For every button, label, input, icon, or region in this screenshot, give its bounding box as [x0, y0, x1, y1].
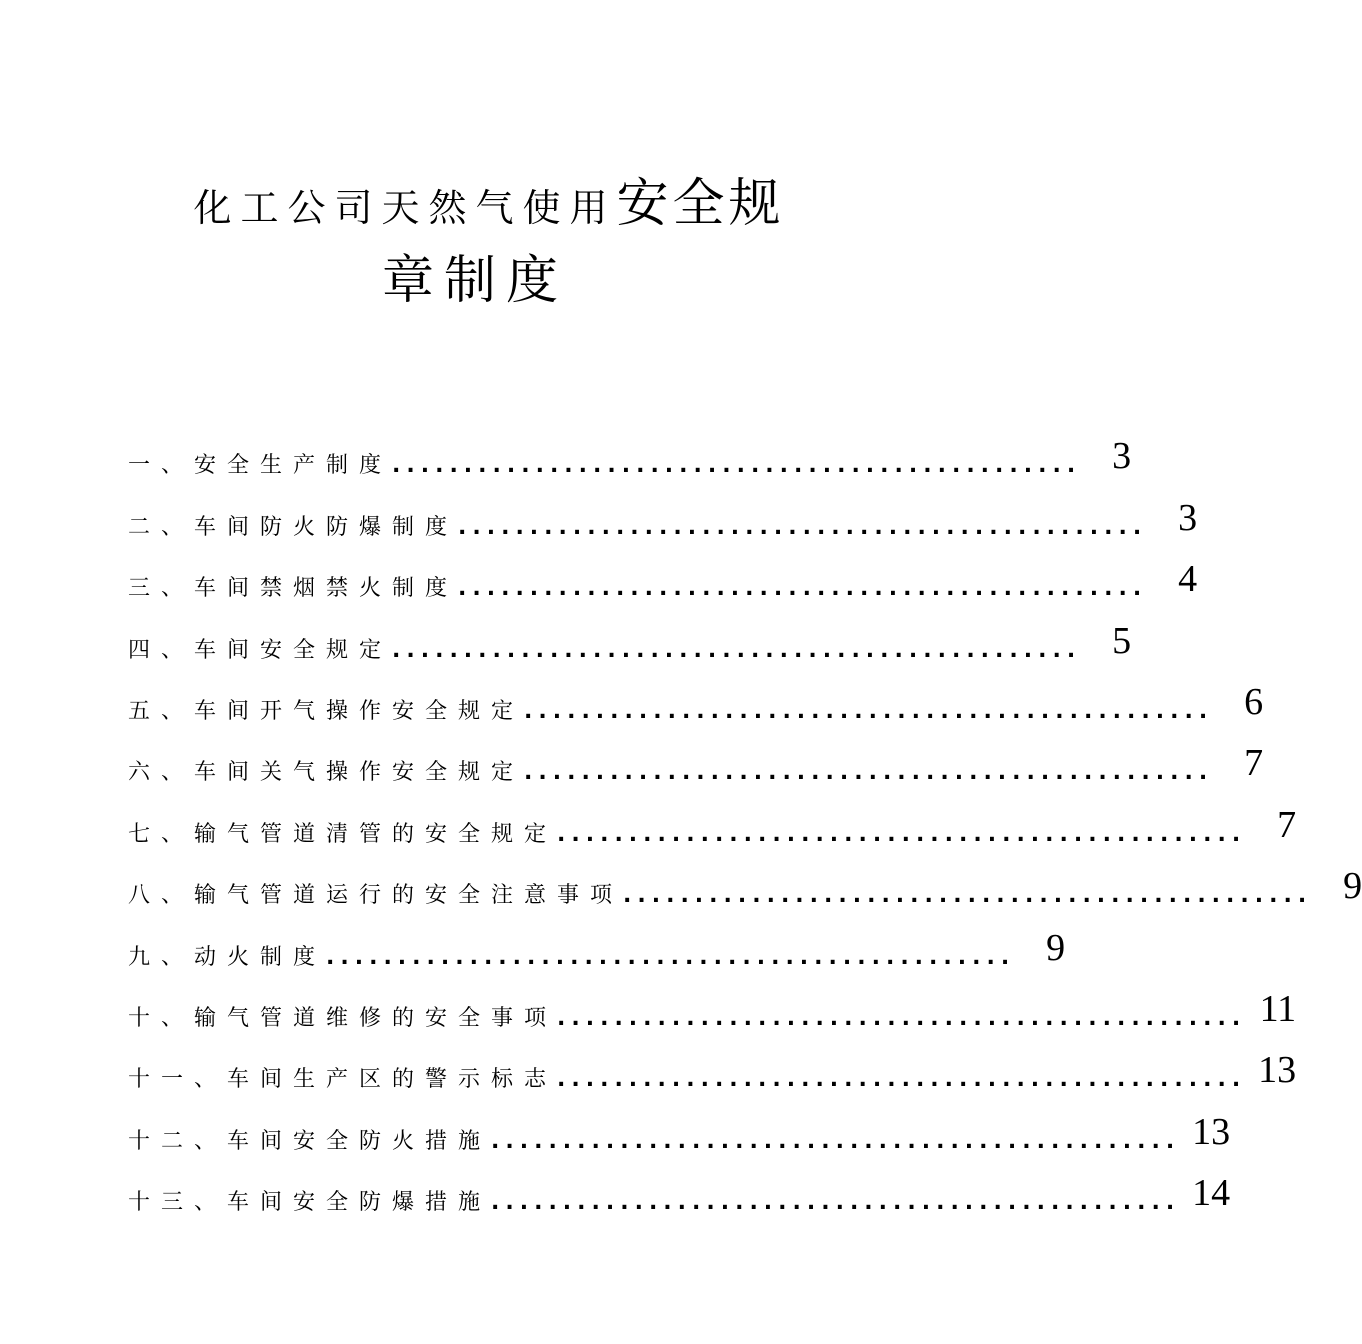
toc-leader-dots: ................................................	[557, 821, 1247, 847]
toc-entry[interactable]	[128, 666, 1264, 727]
toc-entry-label: 十、输气管道维修的安全事项	[128, 1005, 558, 1031]
toc-entry-page: 13	[1192, 1110, 1231, 1153]
toc-entry-page: 4	[1178, 558, 1198, 601]
title-part-small: 化工公司天然气使用	[193, 186, 617, 230]
title-part-large: 安全规	[616, 174, 785, 234]
toc-entry-label: 六、车间关气操作安全规定	[128, 760, 525, 786]
toc-entry-page: 13	[1258, 1049, 1297, 1092]
toc-entry-label: 五、车间开气操作安全规定	[128, 698, 525, 724]
toc-entry-label: 二、车间防火防爆制度	[128, 514, 459, 540]
toc-leader-dots: ................................................	[557, 1005, 1247, 1031]
toc-entry-page: 3	[1112, 435, 1132, 478]
toc-entry[interactable]	[128, 1157, 1231, 1218]
toc-leader-dots: ................................................	[392, 637, 1082, 663]
toc-entry[interactable]	[128, 850, 1362, 911]
toc-entry-label: 十三、车间安全防爆措施	[128, 1190, 492, 1216]
toc-entry[interactable]	[128, 973, 1297, 1034]
toc-entry-label: 十一、车间生产区的警示标志	[128, 1067, 558, 1093]
toc-entry-page: 11	[1259, 987, 1297, 1030]
toc-leader-dots: ................................................	[524, 760, 1214, 786]
toc-entry[interactable]	[128, 604, 1132, 665]
toc-entry-label: 九、动火制度	[128, 944, 327, 970]
toc-entry-page: 6	[1244, 680, 1264, 723]
toc-entry[interactable]	[128, 1034, 1297, 1095]
toc-leader-dots: ................................................	[524, 698, 1214, 724]
toc-entry-label: 七、输气管道清管的安全规定	[128, 821, 558, 847]
toc-entry-label: 八、输气管道运行的安全注意事项	[128, 883, 624, 909]
toc-leader-dots: ................................................	[458, 514, 1148, 540]
toc-entry-page: 7	[1277, 803, 1297, 846]
document-title-line-2: 章制度	[381, 251, 568, 311]
toc-leader-dots: ................................................	[491, 1128, 1181, 1154]
toc-entry-page: 5	[1112, 619, 1132, 662]
toc-leader-dots: ................................................	[557, 1067, 1247, 1093]
toc-leader-dots: ................................................	[623, 883, 1313, 909]
toc-entry-page: 9	[1046, 926, 1066, 969]
toc-entry-label: 十二、车间安全防火措施	[128, 1128, 492, 1154]
toc-leader-dots: ................................................	[326, 944, 1016, 970]
toc-entry[interactable]	[128, 543, 1198, 604]
toc-entry[interactable]	[128, 911, 1066, 972]
document-title-line-1	[14, 174, 964, 234]
toc-entry-label: 四、车间安全规定	[128, 637, 393, 663]
toc-entry-page: 9	[1343, 865, 1362, 908]
toc-leader-dots: ................................................	[392, 453, 1082, 479]
toc-entry[interactable]	[128, 727, 1264, 788]
toc-leader-dots: ................................................	[491, 1190, 1181, 1216]
toc-entry-page: 14	[1192, 1172, 1231, 1215]
toc-leader-dots: ................................................	[458, 576, 1148, 602]
toc-entry[interactable]	[128, 481, 1198, 542]
toc-entry-label: 一、安全生产制度	[128, 453, 393, 479]
table-of-contents	[128, 420, 1362, 1218]
toc-entry-page: 3	[1178, 496, 1198, 539]
toc-entry-label: 三、车间禁烟禁火制度	[128, 576, 459, 602]
toc-entry-page: 7	[1244, 742, 1264, 785]
toc-entry[interactable]	[128, 420, 1132, 481]
toc-entry[interactable]	[128, 1095, 1231, 1156]
toc-entry[interactable]	[128, 788, 1297, 849]
